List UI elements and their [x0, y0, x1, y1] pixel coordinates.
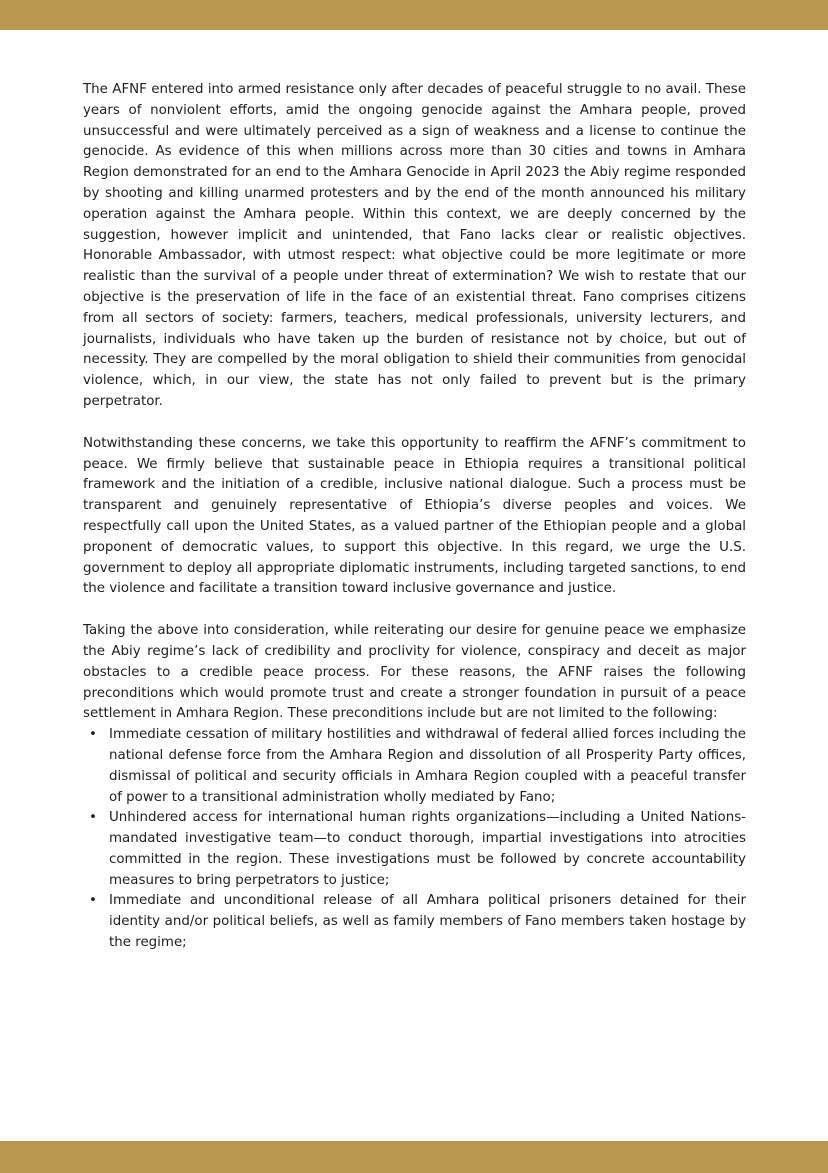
list-item: • Immediate and unconditional release of all Amhara political prisoners detained for their identity and/or political beliefs, as well as family members of Fano members taken hostage by the regime; — [83, 891, 746, 953]
preconditions-list — [83, 725, 746, 954]
paragraph-commitment-to-peace: Notwithstanding these concerns, we take this opportunity to reaffirm the AFNF’s commitment to peace. We firmly believe that sustainable peace in Ethiopia requires a transitional political framework and the initiation of a credible, inclusive national dialogue. Such a process must be transparent and genuinely representative of Ethiopia’s diverse peoples and voices. We respectfully call upon the United States, as a valued partner of the Ethiopian people and a global proponent of democratic values, to support this objective. In this regard, we urge the U.S. government to deploy all appropriate diplomatic instruments, including targeted sanctions, to end the violence and facilitate a transition toward inclusive governance and justice. — [83, 435, 746, 597]
letter-body — [83, 80, 746, 954]
list-item: • Unhindered access for international human rights organizations—including a United Nations-mandated investigative team—to conduct thorough, impartial investigations into atrocities committed in the region. These investigations must be followed by concrete accountability measures to bring perpetrators to justice; — [83, 808, 746, 891]
top-gold-band — [0, 0, 828, 30]
paragraph-armed-resistance: The AFNF entered into armed resistance only after decades of peaceful struggle to no avail. These years of nonviolent efforts, amid the ongoing genocide against the Amhara people, proved unsuccessful and were ultimately perceived as a sign of weakness and a license to continue the genocide. As evidence of this when millions across more than 30 cities and towns in Amhara Region demonstrated for an end to the Amhara Genocide in April 2023 the Abiy regime responded by shooting and killing unarmed protesters and by the end of the month announced his military operation against the Amhara people. Within this context, we are deeply concerned by the suggestion, however implicit and unintended, that Fano lacks clear or realistic objectives. Honorable Ambassador, with utmost respect: what objective could be more legitimate or more realistic than the survival of a people under threat of extermination? We wish to restate that our objective is the preservation of life in the face of an existential threat. Fano comprises citizens from all sectors of society: farmers, teachers, medical professionals, university lecturers, and journalists, individuals who have taken up the burden of resistance not by choice, but out of necessity. They are compelled by the moral obligation to shield their communities from genocidal violence, which, in our view, the state has not only failed to prevent but is the primary perpetrator. — [83, 82, 746, 409]
bottom-gold-band — [0, 1141, 828, 1173]
list-item: • Immediate cessation of military hostilities and withdrawal of federal allied forces including the national defense force from the Amhara Region and dissolution of all Prosperity Party offices, dismissal of political and security officials in Amhara Region coupled with a peaceful transfer of power to a transitional administration wholly mediated by Fano; — [83, 725, 746, 808]
paragraph-preconditions-intro: Taking the above into consideration, while reiterating our desire for genuine peace we emphasize the Abiy regime’s lack of credibility and proclivity for violence, conspiracy and deceit as major obstacles to a credible peace process. For these reasons, the AFNF raises the following preconditions which would promote trust and create a stronger foundation in pursuit of a peace settlement in Amhara Region. These preconditions include but are not limited to the following: — [83, 623, 746, 722]
